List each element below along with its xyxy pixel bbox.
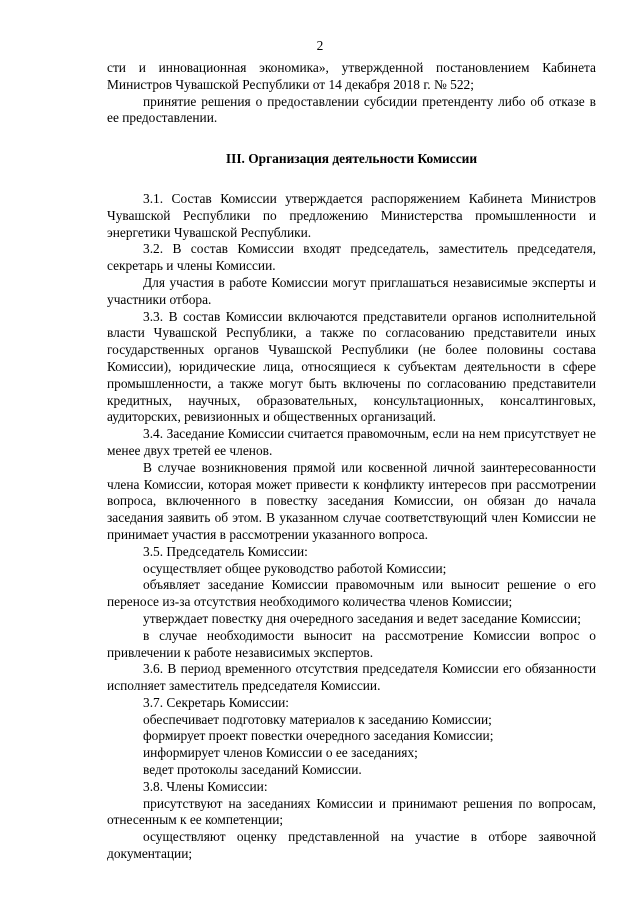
document-body xyxy=(107,60,596,863)
paragraph: Для участия в работе Комиссии могут приглашаться независимые эксперты и участники отбора. xyxy=(107,274,596,307)
paragraph: сти и инновационная экономика», утвержденной постановлением Кабинета Министров Чувашской Республики от 14 декабря 2018 г. № 522; xyxy=(107,60,596,92)
paragraph: 3.8. Члены Комиссии: xyxy=(143,778,268,794)
paragraph: 3.4. Заседание Комиссии считается правомочным, если на нем присутствует не менее двух третей ее членов. xyxy=(107,426,596,458)
paragraph: 3.2. В состав Комиссии входят председатель, заместитель председателя, секретарь и члены Комиссии. xyxy=(107,241,596,274)
paragraph: 3.3. В состав Комиссии включаются представители органов исполнительной власти Чувашской Республики, а также по согласованию представители иных государственных органов Чувашской Республики (не более половины состава Комиссии), юридические лица, относящиеся к субъектам деятельности в сфере промышленности, а также могут быть включены по согласованию представители кредитных, научных, образовательных, консультационных, консалтинговых, аудиторских, ревизионных и общественных организаций. xyxy=(107,308,596,425)
page-number: 2 xyxy=(316,38,324,53)
paragraph: ведет протоколы заседаний Комиссии. xyxy=(143,762,362,778)
paragraph: 3.1. Состав Комиссии утверждается распоряжением Кабинета Министров Чувашской Республики по предложению Министерства промышленности и энергетики Чувашской Республики. xyxy=(107,190,596,240)
paragraph: формирует проект повестки очередного заседания Комиссии; xyxy=(143,728,494,744)
paragraph: обеспечивает подготовку материалов к заседанию Комиссии; xyxy=(143,711,492,727)
paragraph: 3.5. Председатель Комиссии: xyxy=(143,543,308,559)
paragraph: осуществляет общее руководство работой Комиссии; xyxy=(143,560,447,576)
paragraph: 3.6. В период временного отсутствия председателя Комиссии его обязанности исполняет заместитель председателя Комиссии. xyxy=(107,661,596,694)
paragraph: В случае возникновения прямой или косвенной личной заинтересованности члена Комиссии, которая может привести к конфликту интересов при рассмотрении вопроса, включенного в повестку заседания Комиссии, он обязан до начала заседания заявить об этом. В указанном случае соответствующий член Комиссии не принимает участия в рассмотрении указанного вопроса. xyxy=(107,459,596,542)
paragraph: принятие решения о предоставлении субсидии претенденту либо об отказе в ее предоставлении. xyxy=(107,93,596,126)
paragraph: информирует членов Комиссии о ее заседаниях; xyxy=(143,745,418,761)
section-heading: III. Организация деятельности Комиссии xyxy=(225,151,478,167)
paragraph: 3.7. Секретарь Комиссии: xyxy=(143,694,290,710)
paragraph: объявляет заседание Комиссии правомочным или выносит решение о его переносе из-за отсутствия необходимого количества членов Комиссии; xyxy=(107,577,596,610)
paragraph: утверждает повестку дня очередного заседания и ведет заседание Комиссии; xyxy=(143,610,581,626)
paragraph: присутствуют на заседаниях Комиссии и принимают решения по вопросам, отнесенным к ее компетенции; xyxy=(107,795,596,828)
paragraph: осуществляют оценку представленной на участие в отборе заявочной документации; xyxy=(107,829,596,862)
paragraph: в случае необходимости выносит на рассмотрение Комиссии вопрос о привлечении к работе независимых экспертов. xyxy=(107,627,596,660)
